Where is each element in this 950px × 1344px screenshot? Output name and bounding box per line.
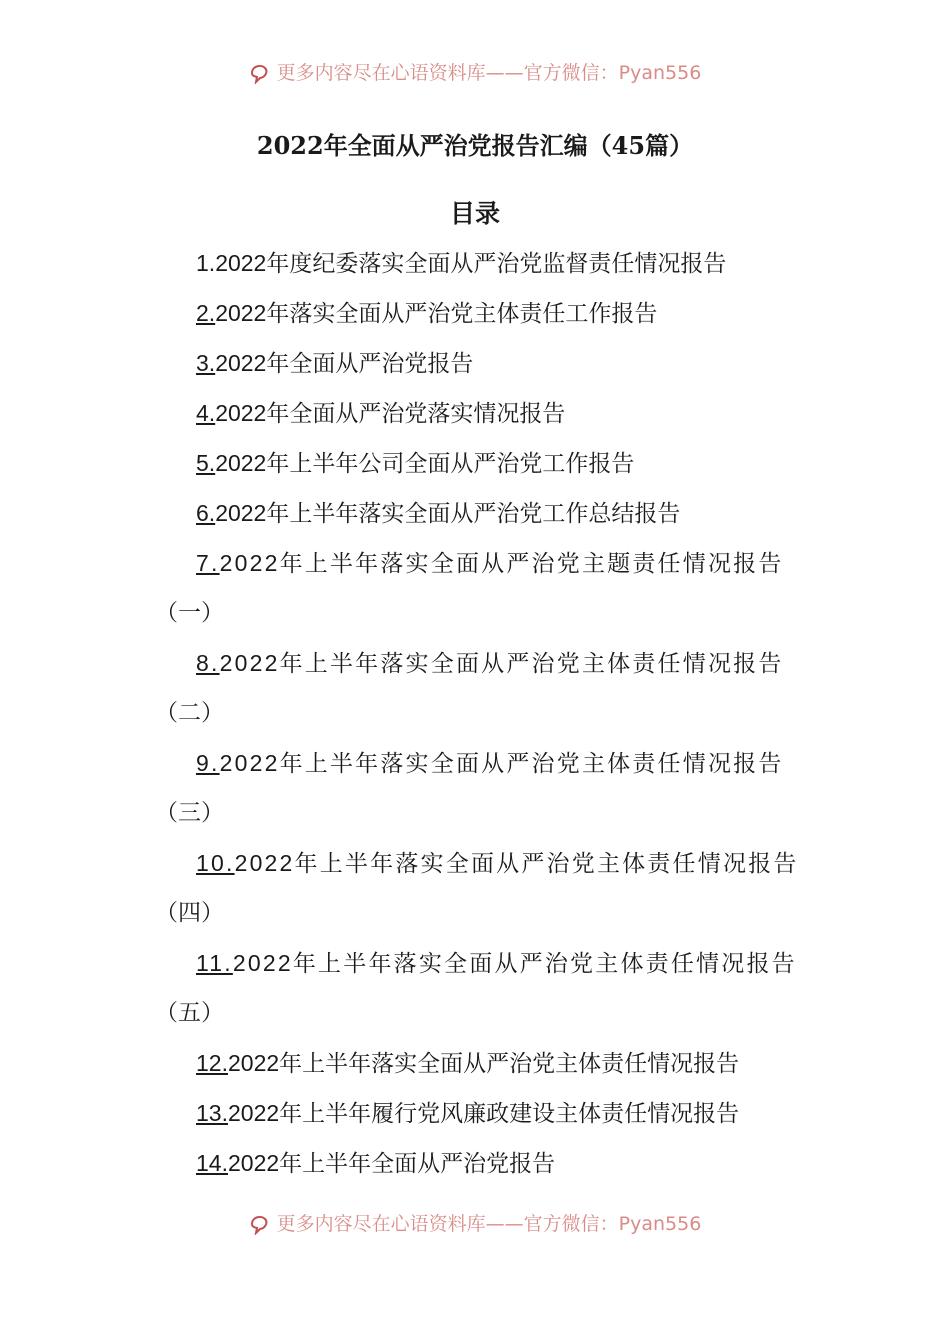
toc-entry[interactable] bbox=[196, 543, 784, 583]
toc-entry-number[interactable]: 4. bbox=[196, 400, 216, 426]
toc-entry[interactable] bbox=[196, 493, 680, 533]
toc-entry-year: 2022 bbox=[234, 850, 295, 876]
toc-entry-continuation: （一） bbox=[155, 600, 224, 626]
toc-heading: 目录 bbox=[449, 199, 500, 228]
toc-entry[interactable] bbox=[196, 343, 473, 383]
toc-entry-title: 年度纪委落实全面从严治党监督责任情况报告 bbox=[266, 251, 727, 277]
toc-entry-continuation: （三） bbox=[155, 800, 224, 826]
toc-entry-title: 年上半年履行党风廉政建设主体责任情况报告 bbox=[279, 1101, 740, 1127]
toc-entry-year: 2022 bbox=[232, 950, 293, 976]
toc-entry-title: 年上半年落实全面从严治党主体责任情况报告 bbox=[294, 851, 799, 877]
toc-entry[interactable] bbox=[196, 643, 784, 683]
toc-entry-title: 年上半年落实全面从严治党主题责任情况报告 bbox=[279, 551, 784, 577]
toc-entry-title: 年落实全面从严治党主体责任工作报告 bbox=[266, 301, 658, 327]
toc-entry-title: 年上半年全面从严治党报告 bbox=[279, 1151, 556, 1177]
toc-entry-title: 年上半年落实全面从严治党主体责任情况报告 bbox=[279, 1051, 740, 1077]
watermark-text: 更多内容尽在心语资料库——官方微信：Pyan556 bbox=[276, 1213, 702, 1235]
watermark-text: 更多内容尽在心语资料库——官方微信：Pyan556 bbox=[276, 62, 702, 84]
toc-entry-title: 年上半年公司全面从严治党工作报告 bbox=[266, 451, 635, 477]
logo-icon bbox=[249, 62, 271, 84]
toc-entry-number[interactable]: 2. bbox=[196, 300, 216, 326]
toc-entry-continuation: （五） bbox=[155, 1000, 224, 1026]
toc-entry-year: 2022 bbox=[215, 300, 267, 326]
toc-entry-year: 2022 bbox=[219, 750, 280, 776]
toc-entry[interactable] bbox=[196, 243, 726, 283]
toc-entry[interactable] bbox=[196, 1143, 555, 1183]
toc-entry-number[interactable]: 14. bbox=[196, 1150, 228, 1176]
toc-entry[interactable] bbox=[196, 1043, 739, 1083]
toc-entry-number[interactable]: 7. bbox=[196, 550, 220, 576]
toc-entry-number[interactable]: 5. bbox=[196, 450, 216, 476]
toc-entry-number[interactable]: 12. bbox=[196, 1050, 228, 1076]
toc-entry[interactable] bbox=[196, 393, 565, 433]
toc-entry-number[interactable]: 10. bbox=[196, 850, 235, 876]
toc-entry[interactable] bbox=[196, 293, 657, 333]
toc-entry-title: 年上半年落实全面从严治党主体责任情况报告 bbox=[292, 951, 797, 977]
toc-entry-continuation: （四） bbox=[155, 900, 224, 926]
toc-entry-year: 2022 bbox=[227, 1150, 280, 1176]
watermark-footer bbox=[0, 1209, 950, 1235]
toc-entry[interactable] bbox=[196, 1093, 739, 1133]
document-title: 2022年全面从严治党报告汇编（45篇） bbox=[256, 131, 694, 160]
toc-entry-title: 年上半年落实全面从严治党工作总结报告 bbox=[266, 501, 681, 527]
toc-entry-title: 年全面从严治党报告 bbox=[266, 351, 474, 377]
toc-entry[interactable] bbox=[196, 743, 784, 783]
logo-icon bbox=[249, 1213, 271, 1235]
toc-entry-number[interactable]: 1. bbox=[196, 250, 216, 276]
toc-entry-number[interactable]: 3. bbox=[196, 350, 216, 376]
toc-entry-year: 2022 bbox=[227, 1050, 280, 1076]
toc-entry-title: 年上半年落实全面从严治党主体责任情况报告 bbox=[279, 651, 784, 677]
toc-entry[interactable] bbox=[196, 443, 634, 483]
toc-entry-year: 2022 bbox=[219, 550, 280, 576]
toc-entry-year: 2022 bbox=[219, 650, 280, 676]
toc-entry-number[interactable]: 6. bbox=[196, 500, 216, 526]
toc-entry-title: 年上半年落实全面从严治党主体责任情况报告 bbox=[279, 751, 784, 777]
toc-entry-number[interactable]: 8. bbox=[196, 650, 220, 676]
toc-entry-year: 2022 bbox=[215, 450, 267, 476]
toc-entry-year: 2022 bbox=[215, 350, 267, 376]
toc-entry[interactable] bbox=[196, 843, 799, 883]
toc-entry-year: 2022 bbox=[215, 500, 267, 526]
watermark-header bbox=[0, 58, 950, 84]
toc-entry-number[interactable]: 9. bbox=[196, 750, 220, 776]
toc-entry-number[interactable]: 13. bbox=[196, 1100, 228, 1126]
toc-entry-continuation: （二） bbox=[155, 700, 224, 726]
toc-entry-year: 2022 bbox=[215, 250, 267, 276]
toc-entry-title: 年全面从严治党落实情况报告 bbox=[266, 401, 566, 427]
toc-entry-number[interactable]: 11. bbox=[196, 950, 233, 976]
toc-entry-year: 2022 bbox=[227, 1100, 280, 1126]
toc-entry-year: 2022 bbox=[215, 400, 267, 426]
toc-entry[interactable] bbox=[196, 943, 797, 983]
